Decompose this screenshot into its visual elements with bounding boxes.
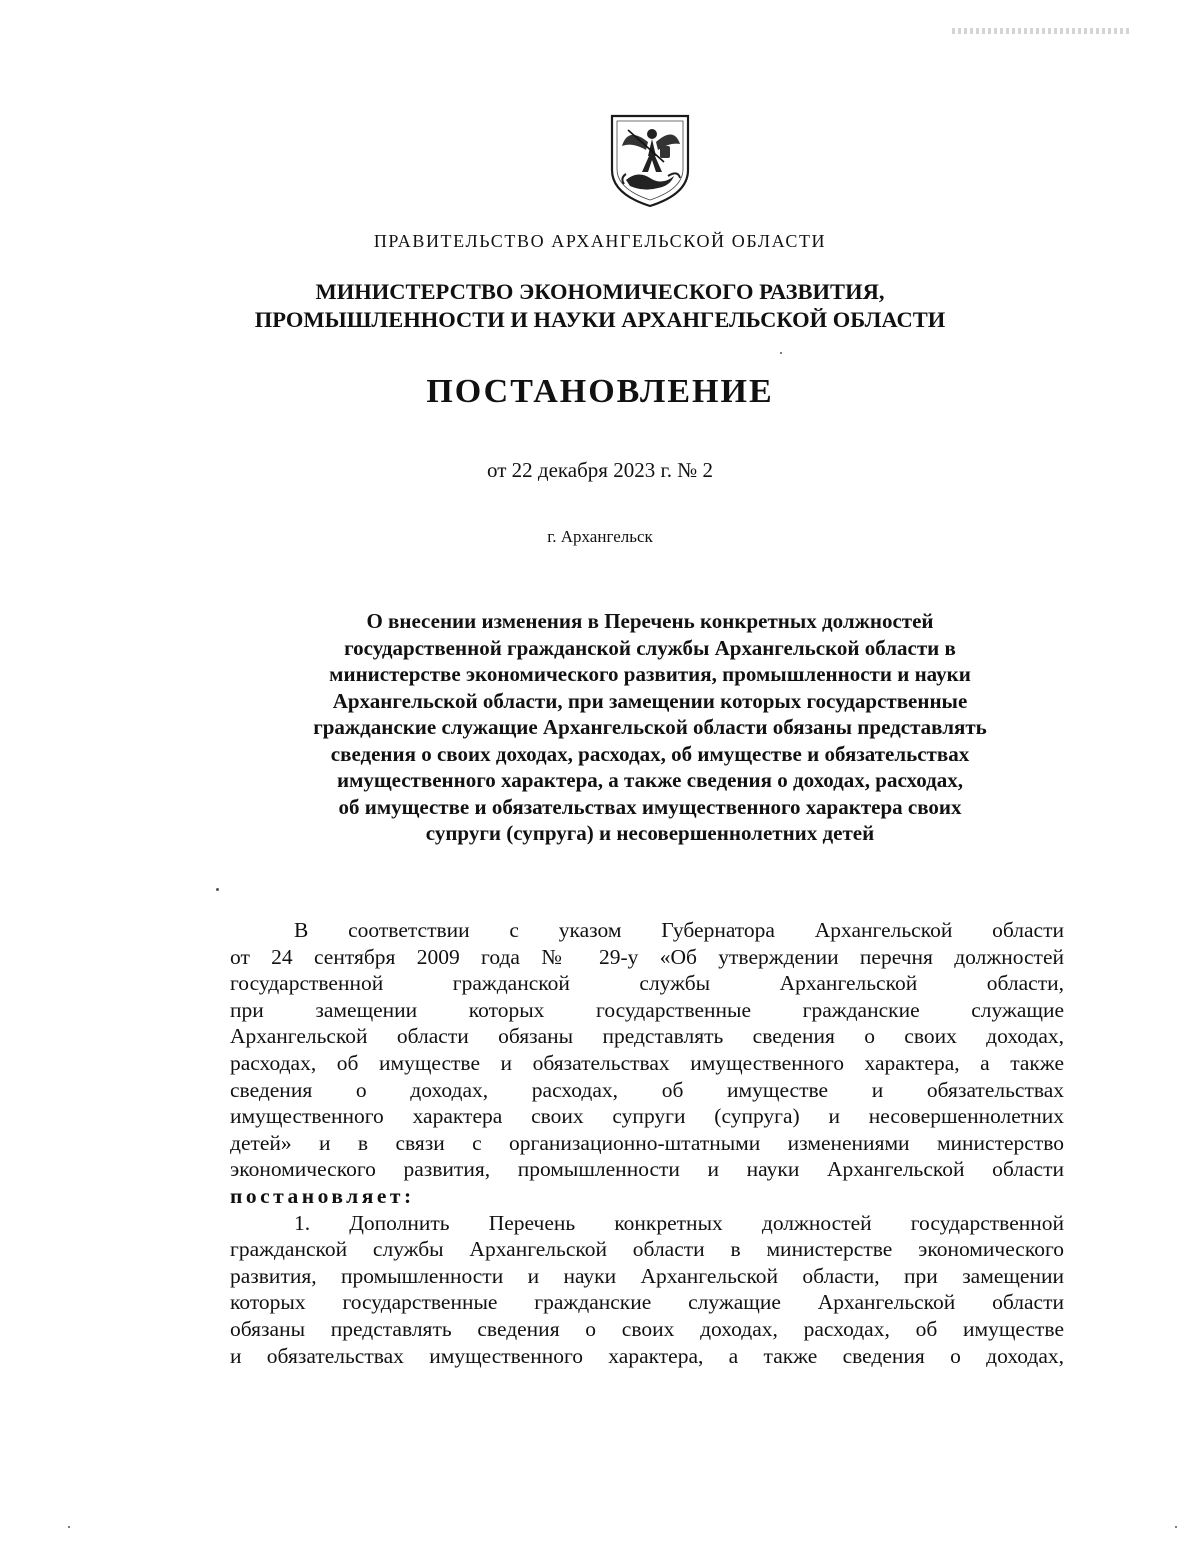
body-line: от 24 сентября 2009 года № 29-у «Об утверждении перечня должностей	[230, 944, 1064, 969]
document-type: ПОСТАНОВЛЕНИЕ	[426, 373, 774, 410]
body-line: экономического развития, промышленности и науки Архангельской области	[230, 1157, 1064, 1182]
ministry-name	[0, 278, 1200, 334]
title-line: Архангельской области, при замещении которых государственные	[332, 688, 968, 713]
body-line: сведения о доходах, расходах, об имуществе и обязательствах	[230, 1077, 1064, 1102]
title-line: О внесении изменения в Перечень конкретных должностей	[366, 609, 934, 633]
scan-speck	[216, 888, 219, 891]
body-line: Архангельской области обязаны представлять сведения о своих доходах,	[230, 1024, 1064, 1049]
title-line: сведения о своих доходах, расходах, об имуществе и обязательствах	[330, 741, 970, 766]
title-line: государственной гражданской службы Архангельской области в	[344, 635, 956, 660]
title-line: министерстве экономического развития, промышленности и науки	[329, 662, 971, 686]
body-line: и обязательствах имущественного характера, а также сведения о доходах,	[230, 1343, 1064, 1368]
body-line: развития, промышленности и науки Архангельской области, при замещении	[230, 1263, 1064, 1288]
body-line: 1. Дополнить Перечень конкретных должностей государственной	[294, 1210, 1064, 1235]
title-line: об имуществе и обязательствах имущественного характера своих	[338, 794, 962, 819]
document-date-number: от 22 декабря 2023 г. № 2	[487, 458, 713, 482]
body-line: В соответствии с указом Губернатора Архангельской области	[294, 918, 1064, 942]
body-line: обязаны представлять сведения о своих доходах, расходах, об имуществе	[230, 1316, 1064, 1341]
preamble-paragraph	[230, 917, 1064, 1210]
title-line: гражданские служащие Архангельской области обязаны представлять	[313, 715, 987, 739]
document-title	[200, 608, 1100, 847]
title-line: супруги (супруга) и несовершеннолетних детей	[425, 821, 875, 845]
body-line: гражданской службы Архангельской области в министерстве экономического	[230, 1237, 1064, 1262]
ministry-name-line: МИНИСТЕРСТВО ЭКОНОМИЧЕСКОГО РАЗВИТИЯ,	[315, 279, 885, 304]
scan-speck	[68, 1526, 70, 1528]
ministry-name-line: ПРОМЫШЛЕННОСТИ И НАУКИ АРХАНГЕЛЬСКОЙ ОБЛАСТИ	[254, 307, 946, 332]
body-line: которых государственные гражданские служащие Архангельской области	[230, 1290, 1064, 1315]
body-line: имущественного характера своих супруги (супруга) и несовершеннолетних	[230, 1104, 1064, 1129]
body-line: детей» и в связи с организационно-штатными изменениями министерство	[230, 1130, 1064, 1155]
scan-speck	[1175, 1526, 1177, 1528]
title-line: имущественного характера, а также сведения о доходах, расходах,	[337, 768, 963, 792]
document-city: г. Архангельск	[547, 527, 653, 546]
government-name: ПРАВИТЕЛЬСТВО АРХАНГЕЛЬСКОЙ ОБЛАСТИ	[373, 231, 827, 251]
body-line: при замещении которых государственные гражданские служащие	[230, 997, 1064, 1022]
coat-of-arms-icon	[608, 112, 692, 210]
scan-artifact	[952, 28, 1132, 34]
scan-speck	[780, 352, 782, 354]
body-line: расходах, об имуществе и обязательствах имущественного характера, а также	[230, 1050, 1064, 1075]
decree-word: постановляет:	[230, 1183, 415, 1208]
item-1-paragraph	[230, 1210, 1064, 1370]
body-line: государственной гражданской службы Архангельской области,	[230, 971, 1064, 996]
document-body	[230, 917, 1064, 1369]
